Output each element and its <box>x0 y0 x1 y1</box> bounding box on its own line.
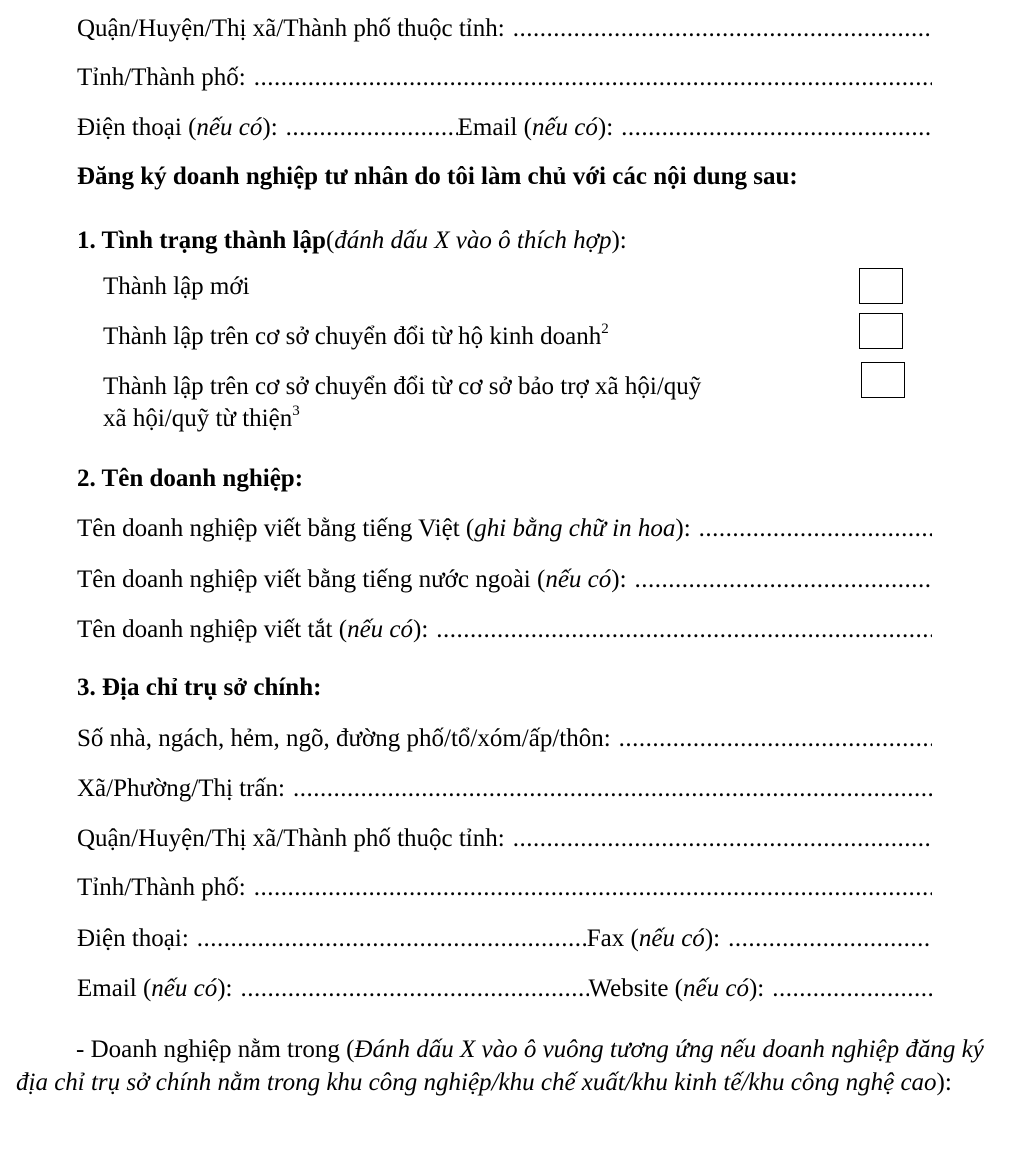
short-name-line <box>77 615 932 645</box>
section2-heading: 2. Tên doanh nghiệp: <box>77 465 304 492</box>
hq-phone-label: Điện thoại: <box>77 925 189 952</box>
option-household: Thành lập trên cơ sở chuyển đổi từ hộ kinh doanh$^2$ <box>103 320 609 350</box>
hq-phone-field[interactable] <box>197 924 587 954</box>
zone-paragraph: - Doanh nghiệp nằm trong (Đánh dấu X vào ô vuông tương ứng nếu doanh nghiệp đăng ký địa chỉ trụ sở chính nằm trong khu công nghiệp/khu chế xuất/khu kinh tế/khu công nghệ cao): <box>16 1036 984 1096</box>
hq-province-line <box>77 873 932 903</box>
hq-phone-fax-line <box>77 924 932 954</box>
hq-email-field[interactable] <box>241 974 589 1004</box>
ward-label: Xã/Phường/Thị trấn: <box>77 775 285 802</box>
district-field[interactable] <box>513 14 932 44</box>
ward-line <box>77 774 932 804</box>
short-name-label: Tên doanh nghiệp viết tắt (nếu có): <box>77 616 429 643</box>
checkbox-social-fund[interactable] <box>861 362 905 398</box>
email-label: Email (nếu có): <box>457 114 614 141</box>
street-line <box>77 724 932 754</box>
vn-name-line <box>77 514 932 544</box>
hq-email-web-line <box>77 974 932 1004</box>
option-new: Thành lập mới <box>103 273 250 300</box>
contact-line <box>77 113 932 143</box>
province-line <box>77 63 932 93</box>
hq-district-label: Quận/Huyện/Thị xã/Thành phố thuộc tỉnh: <box>77 825 505 852</box>
phone-field[interactable] <box>286 113 458 143</box>
ward-field[interactable] <box>293 774 932 804</box>
fax-field[interactable] <box>728 924 932 954</box>
option-social-fund: Thành lập trên cơ sở chuyển đổi từ cơ sở bảo trợ xã hội/quỹ xã hội/quỹ từ thiện$^3$ <box>103 373 702 432</box>
short-name-field[interactable] <box>436 615 932 645</box>
hq-province-field[interactable] <box>254 873 932 903</box>
province-field[interactable] <box>254 63 932 93</box>
checkbox-new[interactable] <box>859 268 903 304</box>
vn-name-field[interactable] <box>699 514 932 544</box>
website-field[interactable] <box>772 974 932 1004</box>
hq-district-field[interactable] <box>513 824 932 854</box>
vn-name-label: Tên doanh nghiệp viết bằng tiếng Việt (ghi bằng chữ in hoa): <box>77 515 691 542</box>
hq-province-label: Tỉnh/Thành phố: <box>77 874 246 901</box>
foreign-name-field[interactable] <box>635 565 932 595</box>
website-label: Website (nếu có): <box>588 975 765 1002</box>
section3-heading: 3. Địa chỉ trụ sở chính: <box>77 674 322 701</box>
street-label: Số nhà, ngách, hẻm, ngõ, đường phố/tổ/xóm/ấp/thôn: <box>77 725 611 752</box>
section1-heading: 1. Tình trạng thành lập ( đánh dấu X vào ô thích hợp ): <box>77 227 627 254</box>
email-field[interactable] <box>621 113 932 143</box>
hq-email-label: Email (nếu có): <box>77 975 233 1002</box>
hq-district-line <box>77 824 932 854</box>
foreign-name-label: Tên doanh nghiệp viết bằng tiếng nước ngoài (nếu có): <box>77 566 627 593</box>
fax-label: Fax (nếu có): <box>586 925 721 952</box>
register-statement: Đăng ký doanh nghiệp tư nhân do tôi làm chủ với các nội dung sau: <box>77 163 798 190</box>
province-label: Tỉnh/Thành phố: <box>77 64 246 91</box>
street-field[interactable] <box>619 724 932 754</box>
district-line <box>77 14 932 44</box>
foreign-name-line <box>77 565 932 595</box>
phone-label: Điện thoại (nếu có): <box>77 114 278 141</box>
checkbox-household[interactable] <box>859 313 903 349</box>
district-label: Quận/Huyện/Thị xã/Thành phố thuộc tỉnh: <box>77 15 505 42</box>
